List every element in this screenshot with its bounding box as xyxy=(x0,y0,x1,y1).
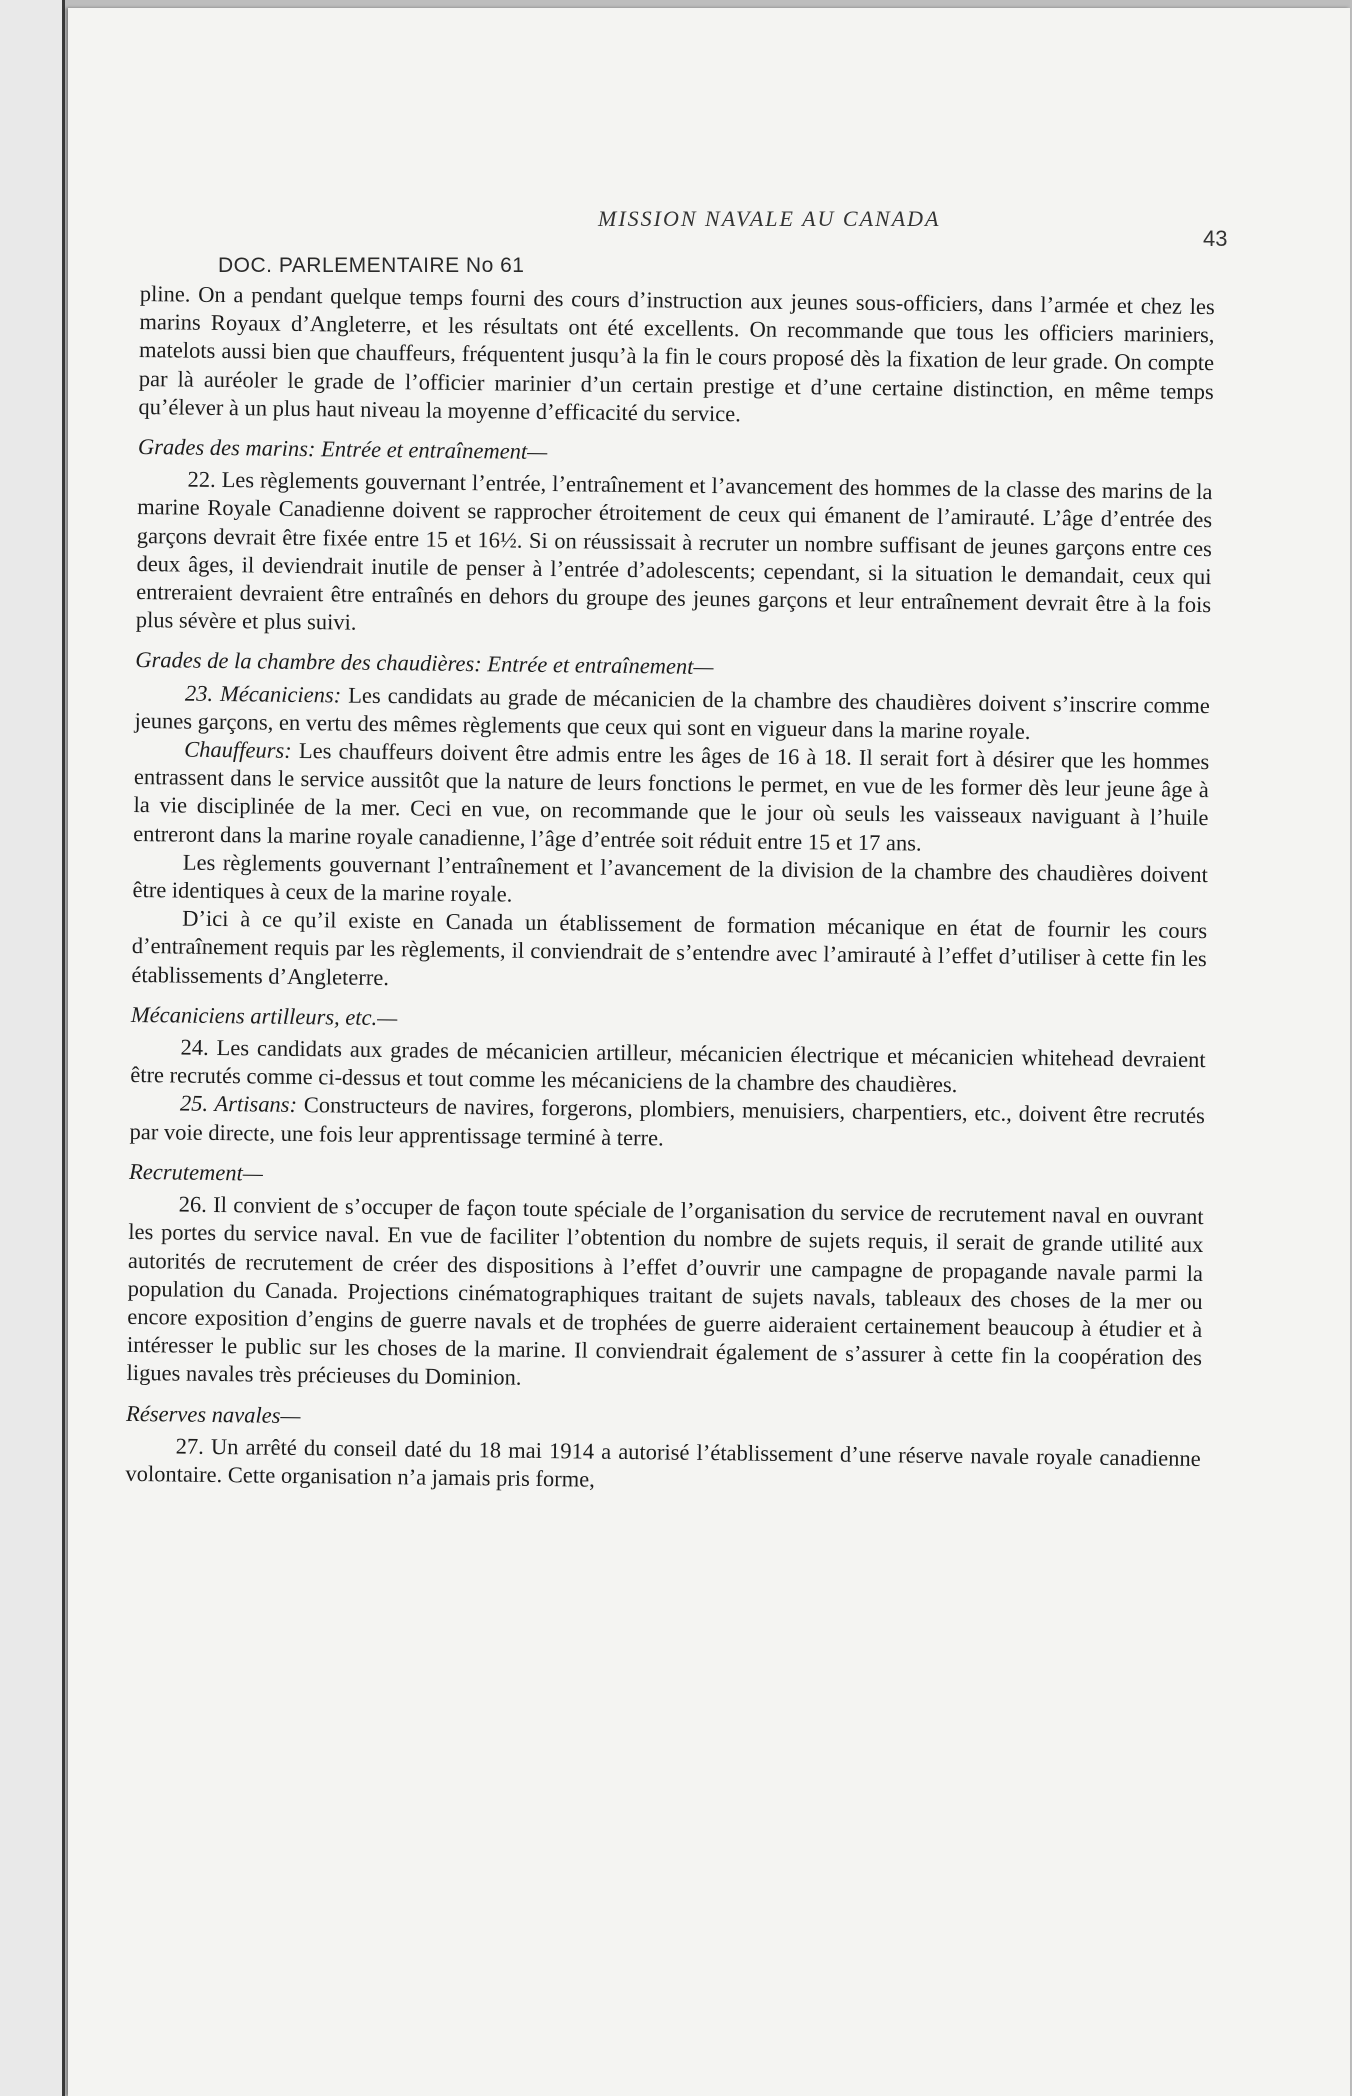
section-heading: Réserves navales— xyxy=(126,1400,301,1428)
paragraph xyxy=(126,1190,1203,1401)
paragraph xyxy=(138,280,1215,434)
running-title: MISSION NAVALE AU CANADA xyxy=(598,206,941,231)
paragraph-text: Constructeurs de navires, forgerons, plombiers, menuisiers, charpentiers, etc., doivent être recrutés par voie directe, une fois leur apprentissage terminé à terre. xyxy=(129,1092,1206,1151)
paragraph-text: Les candidats au grade de mécanicien de la chambre des chaudières doivent s’inscrire comme jeunes garçons, en vertu des mêmes règlements que ceux qui sont en vigueur dans la marine royale. xyxy=(134,682,1211,744)
page-number: 43 xyxy=(1203,226,1228,251)
paragraph xyxy=(129,1089,1205,1159)
paragraph-lead: Chauffeurs: xyxy=(184,736,292,763)
paragraph-lead: 23. Mécaniciens: xyxy=(184,680,342,708)
previous-page-edge xyxy=(0,0,65,2096)
paragraph-text: pline. On a pendant quelque temps fourni des cours d’instruction aux jeunes sous-officiers, dans l’armée et chez les marins Royaux d’Angleterre, et les résultats ont été excellents. On recommande que tous les officiers mariniers, matelots aussi bien que chauffeurs, fréquentent jusqu’à la fin le cours proposé dès la fixation de leur grade. On compte par là auréoler le grade de l’officier marinier d’un certain prestige et d’une certaine distinction, en même temps qu’élever à un plus haut niveau la moyenne d’efficacité du service. xyxy=(138,280,1215,427)
body-text xyxy=(125,280,1215,1501)
paragraph-lead: 25. Artisans: xyxy=(179,1091,298,1118)
paragraph-text: 26. Il convient de s’occuper de façon toute spéciale de l’organisation du service de recrutement naval en ouvrant les portes du service naval. En vue de faciliter l’obtention du nombre de sujets requis, il serait de grande utilité aux autorités de recrutement de créer des dispositions à l’effet d’ouvrir une campagne de propagande navale parmi la population du Canada. Projections cinématographiques traitant de sujets navals, tableaux des choses de la mer ou encore exposition d’engins de guerre navals et de trophées de guerre aideraient certainement beaucoup à étudier et à intéresser le public sur les choses de la marine. Il conviendrait également de s’assurer à cette fin la coopération des ligues navales très précieuses du Dominion. xyxy=(126,1191,1204,1391)
paragraph-text: D’ici à ce qu’il existe en Canada un établissement de formation mécanique en état de fournir les cours d’entraînement requis par les règlements, il conviendrait de s’entendre avec l’amirauté à l’effet d’utiliser à cette fin les établissements d’Angleterre. xyxy=(131,905,1208,990)
section-heading: Recrutement— xyxy=(128,1158,263,1186)
section-heading: Grades des marins: Entrée et entraînement— xyxy=(137,434,548,465)
paragraph xyxy=(131,904,1207,1002)
section-heading: Grades de la chambre des chaudières: Entrée et entraînement— xyxy=(135,647,714,680)
paragraph xyxy=(133,735,1209,861)
document-label: DOC. PARLEMENTAIRE No 61 xyxy=(218,254,525,277)
paragraph-text: 22. Les règlements gouvernant l’entrée, l’entraînement et l’avancement des hommes de la classe des marins de la marine Royale Canadienne doivent se rapprocher étroitement de ceux qui émanent de l’amirauté. L’âge d’entrée des garçons devrait être fixée entre 15 et 16½. Si on réussissait à recruter un nombre suffisant de jeunes garçons entre ces deux âges, il deviendrait inutile de penser à l’entrée d’adolescents; cependant, si la situation le demandait, ceux qui entreraient devraient être entraînés en dehors du groupe des jeunes garçons et leur entraînement devrait être à la fois plus sévère et plus suivi. xyxy=(135,466,1213,635)
paragraph-text: Les chauffeurs doivent être admis entre les âges de 16 à 18. Il serait fort à désirer que les hommes entrassent dans le service aussitôt que la nature de leurs fonctions le permet, en vue de les former dès leur jeune âge à la vie disciplinée de la mer. Ceci en vue, on recommande que le jour où seuls les vaisseaux naviguant à l’huile entreront dans la marine royale canadienne, l’âge d’entrée soit réduit entre 15 et 17 ans. xyxy=(133,737,1210,856)
paragraph-text: Les règlements gouvernant l’entraînement et l’avancement de la division de la chambre des chaudières doivent être identiques à ceux de la marine royale. xyxy=(132,849,1208,907)
paragraph xyxy=(136,465,1213,647)
section-heading: Mécaniciens artilleurs, etc.— xyxy=(130,1001,398,1031)
paragraph-text: 27. Un arrêté du conseil daté du 18 mai 1914 a autorisé l’établissement d’une réserve navale royale canadienne volontaire. Cette organisation n’a jamais pris forme, xyxy=(125,1433,1201,1492)
paragraph-text: 24. Les candidats aux grades de mécanicien artilleur, mécanicien électrique et mécanicien whitehead devraient être recrutés comme ci-dessus et tout comme les mécaniciens de la chambre des chaudières. xyxy=(130,1034,1206,1098)
